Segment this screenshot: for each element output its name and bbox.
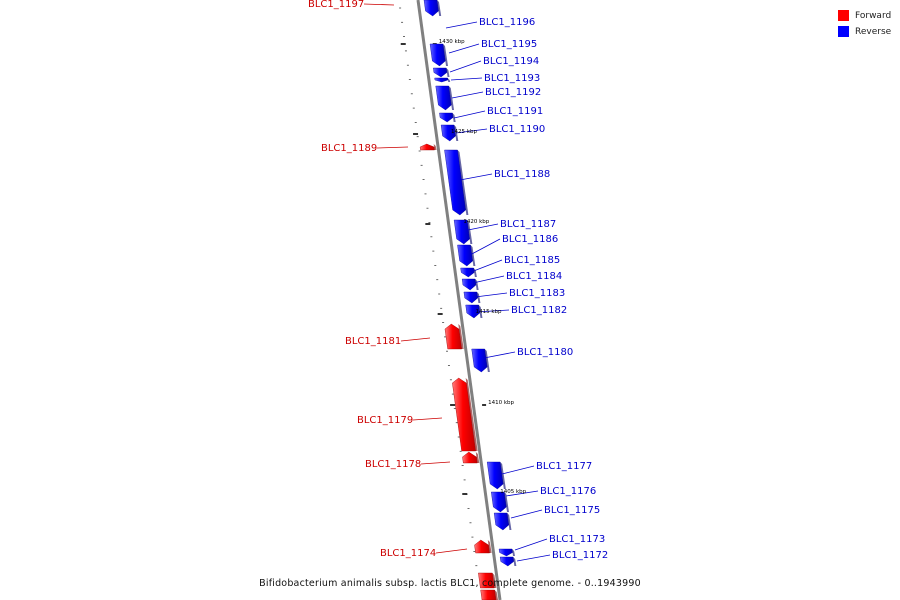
gene-blc1-1196[interactable]: [424, 0, 535, 28]
reverse-gene-block[interactable]: [424, 0, 439, 16]
gene-label[interactable]: BLC1_1186: [502, 234, 559, 245]
gene-leader-line: [511, 510, 542, 518]
scale-label: 1430 kbp: [438, 39, 465, 45]
gene-label[interactable]: BLC1_1191: [487, 106, 544, 117]
gene-leader-line: [471, 260, 502, 272]
gene-leader-line: [473, 276, 504, 283]
reverse-gene-block[interactable]: [430, 44, 445, 66]
gene-leader-line: [449, 44, 479, 53]
gene-label[interactable]: BLC1_1197: [308, 0, 365, 10]
gene-label[interactable]: BLC1_1194: [483, 56, 540, 67]
gene-label[interactable]: BLC1_1184: [506, 271, 563, 282]
gene-leader-line: [460, 174, 492, 180]
reverse-gene-block[interactable]: [439, 113, 453, 122]
gene-leader-line: [515, 539, 547, 550]
gene-leader-line: [421, 462, 450, 464]
legend-swatch-forward: [838, 10, 849, 21]
gene-label[interactable]: BLC1_1179: [357, 415, 414, 426]
gene-label[interactable]: BLC1_1190: [489, 124, 546, 135]
reverse-gene-block[interactable]: [461, 268, 475, 277]
reverse-gene-block[interactable]: [433, 68, 447, 77]
legend-item-forward[interactable]: [838, 8, 898, 23]
gene-leader-line: [454, 111, 485, 118]
reverse-gene-block[interactable]: [472, 349, 487, 372]
gene-label[interactable]: BLC1_1173: [549, 534, 606, 545]
gene-blc1-1177[interactable]: [487, 461, 592, 489]
gene-label[interactable]: BLC1_1176: [540, 486, 597, 497]
forward-gene-block[interactable]: [475, 540, 490, 553]
forward-gene-block[interactable]: [481, 590, 496, 600]
gene-leader-line: [452, 92, 483, 98]
scale-label: 1420 kbp: [463, 219, 490, 225]
gene-label[interactable]: BLC1_1177: [536, 461, 593, 472]
gene-label[interactable]: BLC1_1174: [380, 548, 437, 559]
forward-gene-block[interactable]: [462, 452, 477, 463]
gene-label[interactable]: BLC1_1193: [484, 73, 541, 84]
forward-gene-block[interactable]: [420, 144, 434, 150]
gene-blc1-1175[interactable]: [494, 505, 600, 530]
gene-blc1-1181[interactable]: [345, 324, 464, 349]
genome-caption: Bifidobacterium animalis subsp. lactis BLC1, complete genome. - 0..1943990: [259, 578, 641, 589]
gene-label[interactable]: BLC1_1180: [517, 347, 574, 358]
reverse-gene-block[interactable]: [436, 86, 452, 110]
gene-blc1-1178[interactable]: [365, 452, 479, 470]
reverse-gene-block[interactable]: [464, 292, 478, 303]
gene-blc1-1191[interactable]: [439, 106, 543, 122]
gene-label[interactable]: BLC1_1195: [481, 39, 538, 50]
gene-label[interactable]: BLC1_1188: [494, 169, 551, 180]
legend-item-reverse[interactable]: [838, 24, 898, 39]
gene-blc1-1172[interactable]: [500, 550, 608, 566]
gene-blc1-1179[interactable]: [357, 378, 478, 451]
gene-blc1-1183[interactable]: [464, 288, 565, 303]
gene-label[interactable]: BLC1_1172: [552, 550, 609, 561]
gene-label[interactable]: BLC1_1196: [479, 17, 536, 28]
reverse-gene-block[interactable]: [499, 549, 512, 556]
legend-label-forward: Forward: [855, 10, 892, 21]
gene-partial: [481, 590, 498, 600]
gene-leader-line: [377, 147, 408, 148]
gene-leader-line: [451, 78, 482, 80]
reverse-gene-block[interactable]: [462, 279, 476, 290]
gene-label[interactable]: BLC1_1187: [500, 219, 557, 230]
reverse-gene-block[interactable]: [435, 78, 448, 82]
strand-legend: [838, 8, 898, 40]
gene-label[interactable]: BLC1_1183: [509, 288, 566, 299]
gene-label[interactable]: BLC1_1189: [321, 143, 378, 154]
gene-label[interactable]: BLC1_1192: [485, 87, 542, 98]
gene-blc1-1180[interactable]: [472, 347, 574, 372]
gene-label[interactable]: BLC1_1182: [511, 305, 568, 316]
scale-label: 1405 kbp: [500, 489, 527, 495]
scale-label: 1425 kbp: [451, 129, 477, 135]
reverse-gene-block[interactable]: [457, 245, 472, 266]
gene-blc1-1188[interactable]: [445, 150, 551, 215]
gene-leader-line: [517, 555, 550, 561]
gene-blc1-1193[interactable]: [435, 73, 541, 84]
gene-leader-line: [436, 549, 467, 553]
gene-leader-line: [446, 22, 477, 28]
gene-block-shadow: [448, 78, 451, 82]
gene-label[interactable]: BLC1_1181: [345, 336, 402, 347]
reverse-gene-block[interactable]: [500, 557, 514, 566]
reverse-gene-block[interactable]: [494, 513, 509, 530]
gene-leader-line: [450, 61, 481, 72]
legend-label-reverse: Reverse: [855, 26, 892, 37]
gene-leader-line: [502, 466, 534, 474]
gene-blc1-1189[interactable]: [321, 143, 437, 154]
gene-leader-line: [413, 418, 442, 420]
gene-label[interactable]: BLC1_1185: [504, 255, 561, 266]
gene-label[interactable]: BLC1_1175: [544, 505, 601, 516]
gene-blc1-1174[interactable]: [380, 540, 492, 559]
gene-leader-line: [484, 352, 515, 358]
reverse-gene-block[interactable]: [491, 492, 506, 512]
scale-label: 1410 kbp: [488, 400, 515, 406]
gene-leader-line: [364, 4, 394, 5]
legend-swatch-reverse: [838, 26, 849, 37]
gene-blc1-1197[interactable]: [308, 0, 394, 10]
gene-leader-line: [475, 293, 507, 297]
gene-leader-line: [470, 239, 500, 255]
gene-leader-line: [401, 338, 430, 341]
gene-label[interactable]: BLC1_1178: [365, 459, 422, 470]
scale-label: 1415 kbp: [475, 309, 502, 315]
